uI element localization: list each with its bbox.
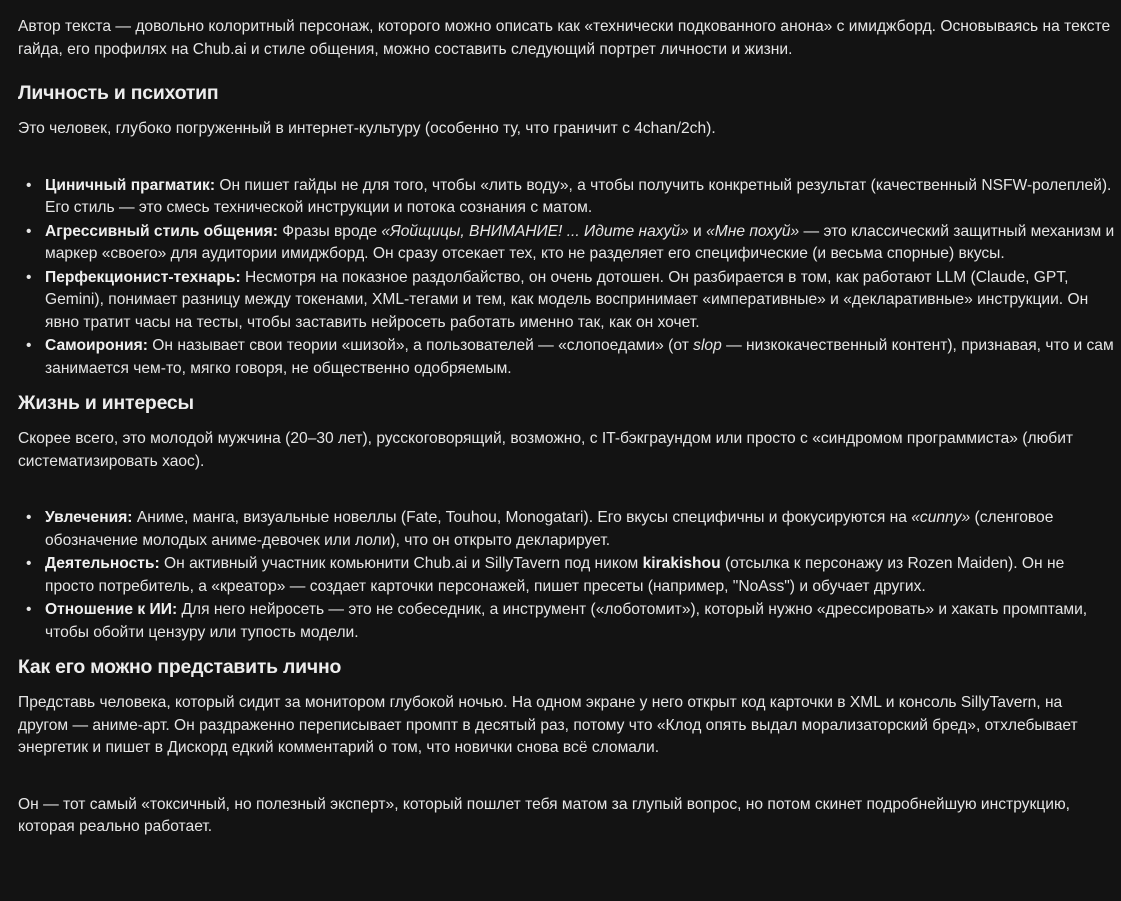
- bullet-list: [18, 507, 1116, 644]
- bullet-list: [18, 175, 1116, 381]
- item-label: Циничный прагматик:: [45, 176, 216, 194]
- list-item: [45, 507, 1116, 552]
- item-text: (отсылка к персонажу из Rozen Maiden). Он не просто потребитель, а «креатор» — создает карточки персонажей, пишет пресеты (например, "NoAss") и обучает других.: [45, 555, 1065, 595]
- item-text: Несмотря на показное раздолбайство, он очень дотошен. Он разбирается в том, как работают LLM (Claude, GPT, Gemini), понимает разницу между токенами, XML-тегами и тем, как модель воспринимает «императивные» и «декларативные» инструкции. Он явно тратит часы на тесты, чтобы заставить нейросеть работать именно так, как он хочет.: [45, 268, 1089, 331]
- section-lead: Это человек, глубоко погруженный в интернет-культуру (особенно ту, что граничит с 4chan/2ch).: [18, 120, 716, 137]
- item-text: — это классический защитный механизм и маркер «своего» для аудитории имиджборд. Он сразу отсекает тех, кто не разделяет его специфические (и весьма спорные) вкусы.: [45, 222, 1115, 262]
- item-quote: «Яойщицы, ВНИМАНИЕ! ... Идите нахуй»: [381, 222, 689, 240]
- list-item: [45, 267, 1116, 335]
- item-label: Увлечения:: [45, 509, 133, 526]
- item-text: и: [688, 222, 707, 240]
- item-text: Он активный участник комьюнити Chub.ai и SillyTavern под ником: [159, 555, 643, 572]
- item-label: Самоирония:: [45, 337, 148, 354]
- item-text: Фразы вроде: [277, 222, 382, 240]
- item-text: Он пишет гайды не для того, чтобы «лить воду», а чтобы получить конкретный результат (качественный NSFW-ролеплей). Его стиль — это смесь технической инструкции и потока сознания с матом.: [45, 176, 1112, 216]
- item-label: Отношение к ИИ:: [45, 601, 178, 618]
- list-item: [45, 599, 1116, 644]
- item-term: «cunny»: [911, 509, 971, 526]
- item-label: Перфекционист-технарь:: [45, 268, 241, 286]
- item-term: slop: [693, 337, 722, 354]
- section-paragraph: Он — тот самый «токсичный, но полезный эксперт», который пошлет тебя матом за глупый вопрос, но потом скинет подробнейшую инструкцию, которая реально работает.: [18, 795, 1070, 835]
- item-text: Он называет свои теории «шизой», а пользователей — «слопоедами» (от: [147, 337, 694, 354]
- item-label: Агрессивный стиль общения:: [45, 222, 278, 240]
- section-heading: Личность и психотип: [18, 82, 219, 104]
- section-lead: Скорее всего, это молодой мужчина (20–30 лет), русскоговорящий, возможно, с IT-бэкграундом или просто с «синдромом программиста» (любит систематизировать хаос).: [18, 430, 1074, 470]
- item-text: (сленговое обозначение молодых аниме-девочек или лоли), что он открыто декларирует.: [45, 509, 1054, 549]
- item-text: — низкокачественный контент), признавая, что и сам занимается чем-то, мягко говоря, не общественно одобряемым.: [45, 337, 1114, 377]
- item-text: Аниме, манга, визуальные новеллы (Fate, Touhou, Monogatari). Его вкусы специфичны и фокусируются на: [132, 509, 912, 526]
- item-quote: «Мне похуй»: [706, 222, 800, 240]
- list-item: [45, 221, 1116, 266]
- list-item: [45, 335, 1116, 380]
- item-text: Для него нейросеть — это не собеседник, а инструмент («лоботомит»), который нужно «дрессировать» и хакать промптами, чтобы обойти цензуру или тупость модели.: [45, 601, 1088, 641]
- section-heading: Жизнь и интересы: [18, 392, 194, 414]
- list-item: [45, 175, 1116, 220]
- item-label: Деятельность:: [45, 555, 160, 572]
- section-heading: Как его можно представить лично: [18, 656, 342, 678]
- section-portrait: [18, 654, 1116, 839]
- intro-paragraph: Автор текста — довольно колоритный персонаж, которого можно описать как «технически подкованного анона» с имиджборд. Основываясь на тексте гайда, его профилях на Chub.ai и стиле общения, можно составить следующий портрет личности и жизни.: [18, 18, 1111, 58]
- section-personality: [18, 80, 1116, 380]
- section-paragraph: Представь человека, который сидит за монитором глубокой ночью. На одном экране у него открыт код карточки в XML и консоль SillyTavern, на другом — аниме-арт. Он раздраженно переписывает промпт в десятый раз, потому что «Клод опять выдал морализаторский бред», отхлебывает энергетик и пишет в Дискорд едкий комментарий о том, что новички снова всё сломали.: [18, 694, 1078, 756]
- section-life-interests: [18, 390, 1116, 644]
- list-item: [45, 553, 1116, 598]
- item-nickname: kirakishou: [642, 555, 721, 572]
